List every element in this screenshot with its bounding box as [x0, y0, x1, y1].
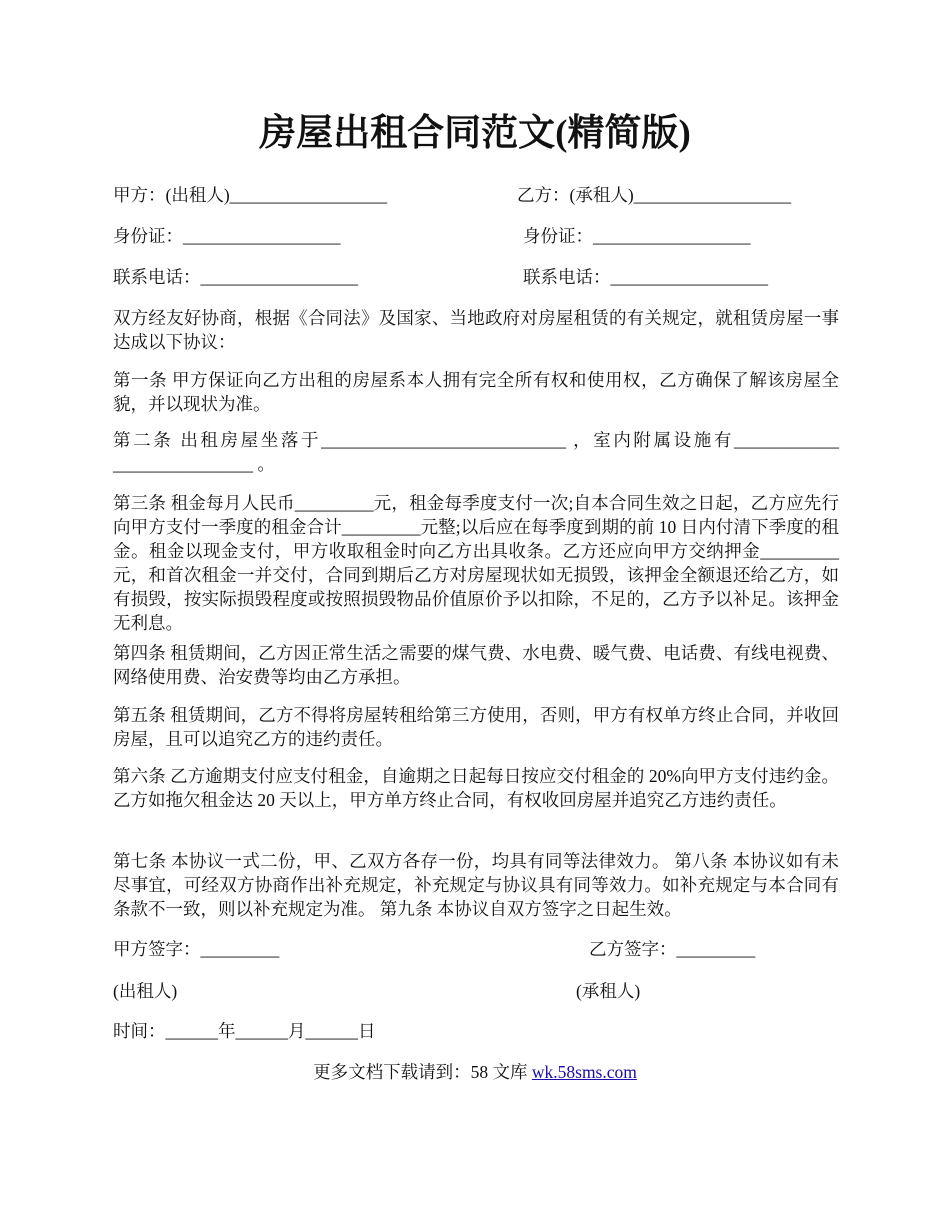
phone-a-line: 联系电话：__________________: [113, 267, 358, 287]
sign-a-line: 甲方签字：_________: [113, 939, 280, 959]
document-title: 房屋出租合同范文(精简版): [259, 113, 691, 154]
sign-b-line: 乙方签字：_________: [589, 939, 756, 959]
footer: [0, 1059, 950, 1085]
article-4: 第四条 租赁期间，乙方因正常生活之需要的煤气费、水电费、暖气费、电话费、有线电视费、网络使用费、治安费等均由乙方承担。: [113, 643, 839, 687]
party-b-line: 乙方：(承租人)__________________: [517, 185, 792, 205]
article-1: 第一条 甲方保证向乙方出租的房屋系本人拥有完全所有权和使用权，乙方确保了解该房屋全貌，并以现状为准。: [113, 370, 839, 414]
date-line: 时间：______年______月______日: [113, 1021, 376, 1041]
id-a-line: 身份证：__________________: [113, 226, 341, 246]
article-3: 第三条 租金每月人民币_________元，租金每季度支付一次;自本合同生效之日起，乙方应先行向甲方支付一季度的租金合计_________元整;以后应在每季度到期的前 10 日内付清下季度的租金。租金以现金支付，甲方收取租金时向乙方出具收条。乙方还应向甲方交纳押金_________元，和首次租金一并交付，合同到期后乙方对房屋现状如无损毁，该押金全额退还给乙方，如有损毁，按实际损毁程度或按照损毁物品价值原价予以扣除，不足的，乙方予以补足。该押金无利息。: [113, 493, 839, 633]
lessor-label: (出租人): [113, 981, 178, 1001]
intro-paragraph: 双方经友好协商，根据《合同法》及国家、当地政府对房屋租赁的有关规定，就租赁房屋一事达成以下协议：: [113, 308, 839, 352]
article-5: 第五条 租赁期间，乙方不得将房屋转租给第三方使用，否则，甲方有权单方终止合同，并收回房屋，且可以追究乙方的违约责任。: [113, 705, 839, 749]
lessee-label: (承租人): [576, 981, 641, 1001]
article-2: 第二条 出租房屋坐落于____________________________ ，室内附属设施有____________ ________________ 。: [113, 430, 839, 474]
article-7: 第七条 本协议一式二份，甲、乙双方各存一份，均具有同等法律效力。 第八条 本协议如有未尽事宜，可经双方协商作出补充规定，补充规定与协议具有同等效力。如补充规定与本合同有条款不一致，则以补充规定为准。 第九条 本协议自双方签字之日起生效。: [113, 851, 839, 919]
id-b-line: 身份证：__________________: [523, 226, 751, 246]
footer-text: 更多文档下载请到：58 文库: [313, 1062, 532, 1082]
footer-link[interactable]: wk.58sms.com: [531, 1062, 637, 1082]
article-6: 第六条 乙方逾期支付应支付租金，自逾期之日起每日按应交付租金的 20%向甲方支付违约金。乙方如拖欠租金达 20 天以上，甲方单方终止合同，有权收回房屋并追究乙方违约责任。: [113, 766, 839, 810]
phone-b-line: 联系电话：__________________: [523, 267, 768, 287]
party-a-line: 甲方：(出租人)__________________: [113, 185, 388, 205]
